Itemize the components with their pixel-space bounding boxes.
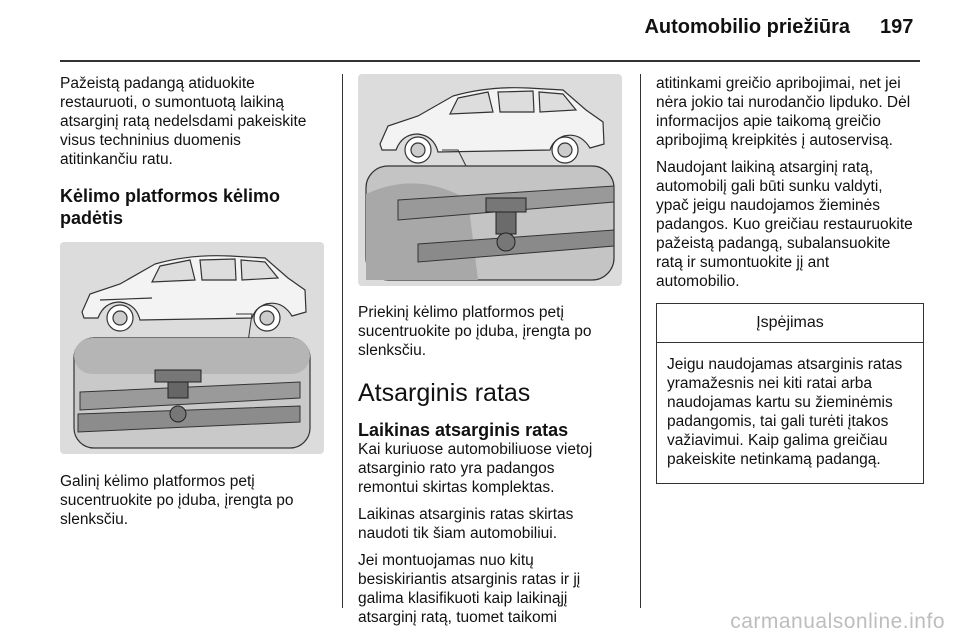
middle-column [358, 74, 628, 627]
right-column [656, 74, 924, 484]
watermark: carmanualsonline.info [730, 610, 945, 633]
warning-box [656, 303, 924, 484]
front-jack-point-illustration [358, 74, 622, 286]
warning-title: Įspėjimas [657, 304, 923, 343]
spare-wheel-paragraph-1: Kai kuriuose automobiliuose vietoj atsarginio rato yra padangos remontui skirtas komplektas. [358, 441, 593, 496]
spare-wheel-paragraph-2: Laikinas atsarginis ratas skirtas naudoti tik šiam automobiliui. [358, 506, 574, 542]
column-divider-right [640, 74, 641, 608]
page-number: 197 [880, 16, 914, 38]
section-title: Atsarginis ratas [358, 379, 531, 407]
left-column [60, 74, 330, 529]
subsection-title: Laikinas atsarginis ratas [358, 420, 569, 440]
page-header-title: Automobilio priežiūra [644, 16, 850, 38]
rear-jack-illustration-svg [60, 242, 324, 454]
header-rule [60, 60, 920, 62]
speed-limit-paragraph: atitinkami greičio apribojimai, net jei nėra jokio tai nurodančio lipduko. Dėl informacijos apie taikomą greičio apribojimą kreipkitės į autoservisą. [656, 75, 911, 149]
jack-position-heading: Kėlimo platformos kėlimo padėtis [60, 186, 281, 228]
front-jack-caption: Priekinį kėlimo platformos petį sucentruokite po įduba, įrengta po slenksčiu. [358, 304, 592, 359]
warning-body: Jeigu naudojamas atsarginis ratas yramažesnis nei kiti ratai arba naudojamas kartu su žieminėmis padangomis, tai gali turėti įtakos važiavimui. Kaip galima greičiau pakeiskite netinkamą padangą. [667, 356, 903, 468]
spare-wheel-paragraph-3: Jei montuojamas nuo kitų besiskiriantis atsarginis ratas ir jį galima klasifikuoti kaip laikinąjį atsarginį ratą, tuomet taikomi [358, 552, 581, 626]
handling-paragraph: Naudojant laikiną atsarginį ratą, automobilį gali būti sunku valdyti, ypač jeigu naudojamos žieminės padangos. Kuo greičiau restauruokite pažeistą padangą, subalansuokite ratą ir sumontuokite jį ant automobilio. [656, 159, 913, 290]
front-jack-illustration-svg [358, 74, 622, 286]
intro-paragraph: Pažeistą padangą atiduokite restauruoti, o sumontuotą laikiną atsarginį ratą nedelsdami pakeiskite visus techninius duomenis atitinkančiu ratu. [60, 75, 307, 168]
rear-jack-caption: Galinį kėlimo platformos petį sucentruokite po įduba, įrengta po slenksčiu. [60, 473, 294, 528]
column-divider-left [342, 74, 343, 608]
rear-jack-point-illustration [60, 242, 324, 454]
